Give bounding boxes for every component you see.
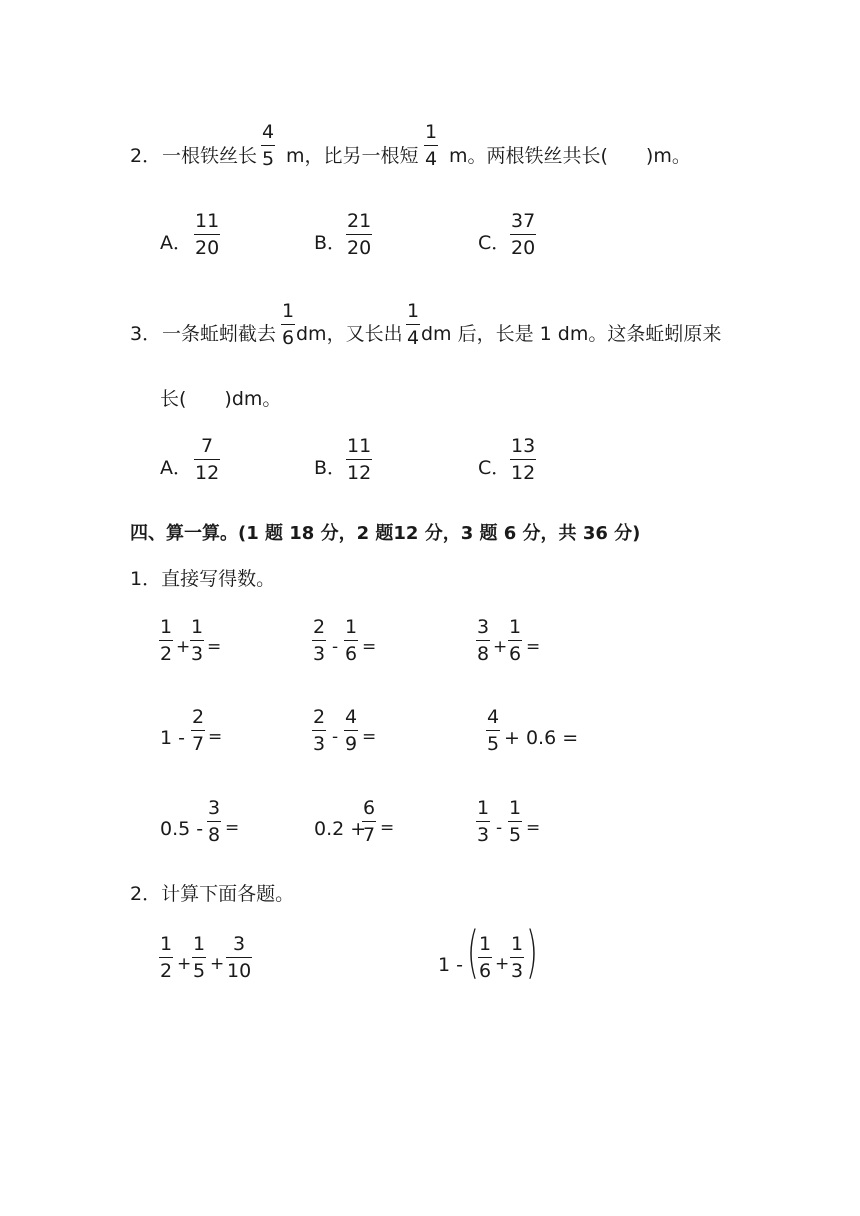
option-label: C． — [478, 457, 511, 479]
fraction: 1 3 — [477, 797, 490, 846]
fraction: 4 9 — [345, 706, 358, 755]
fraction: 1 6 — [509, 616, 522, 665]
fraction: 1 3 — [191, 616, 204, 665]
fraction: 4 5 — [487, 706, 500, 755]
expression-prefix: 1 - — [438, 954, 463, 976]
equals-sign: = — [208, 727, 223, 747]
option-fraction: 7 12 — [195, 435, 220, 484]
expression-prefix: 1 - — [160, 727, 185, 749]
option-fraction: 11 12 — [347, 435, 372, 484]
fraction: 2 3 — [313, 616, 326, 665]
equals-sign: = — [362, 637, 377, 657]
option-label: B． — [314, 232, 347, 254]
equals-sign: = — [225, 818, 240, 838]
fraction: 6 7 — [363, 797, 376, 846]
option-fraction: 13 12 — [511, 435, 536, 484]
operator: - — [332, 637, 339, 657]
fraction: 3 8 — [477, 616, 490, 665]
operator: + — [493, 637, 508, 657]
option-label: B． — [314, 457, 347, 479]
equals-sign: = — [207, 637, 222, 657]
part-title: 2．计算下面各题。 — [130, 883, 295, 905]
option-label: A． — [160, 457, 192, 479]
option-fraction: 11 20 — [195, 210, 220, 259]
fraction: 3 8 — [208, 797, 221, 846]
fraction: 4 5 — [262, 121, 275, 170]
question-text: 一条蚯蚓截去 — [162, 323, 277, 345]
question-text: dm，又长出 — [296, 323, 403, 345]
question-text: dm 后，长是 1 dm。这条蚯蚓原来 — [421, 323, 722, 345]
option-fraction: 21 20 — [347, 210, 372, 259]
expression-prefix: 0.5 - — [160, 818, 204, 840]
option-fraction: 37 20 — [511, 210, 536, 259]
fraction: 1 6 — [479, 933, 492, 982]
operator: - — [496, 818, 503, 838]
fraction: 1 3 — [511, 933, 524, 982]
expression-prefix: 0.2 + — [314, 818, 367, 840]
fraction: 2 3 — [313, 706, 326, 755]
operator: + — [495, 954, 510, 974]
question-number: 2． — [130, 145, 162, 167]
operator: + — [176, 637, 191, 657]
fraction: 3 10 — [227, 933, 252, 982]
part-title: 1．直接写得数。 — [130, 568, 276, 590]
question-text-line2: 长( )dm。 — [160, 388, 282, 410]
section-heading: 四、算一算。(1 题 18 分，2 题12 分，3 题 6 分，共 36 分) — [130, 523, 641, 544]
question-text: m，比另一根短 — [286, 145, 419, 167]
operator: + — [177, 954, 192, 974]
fraction: 1 6 — [345, 616, 358, 665]
question-text: 一根铁丝长 — [162, 145, 258, 167]
option-label: A． — [160, 232, 192, 254]
fraction: 1 2 — [160, 616, 173, 665]
question-number: 3． — [130, 323, 162, 345]
fraction: 1 5 — [509, 797, 522, 846]
fraction: 1 4 — [407, 300, 420, 349]
expression-suffix: + 0.6 = — [504, 727, 579, 749]
left-parenthesis: ( — [466, 920, 479, 985]
fraction: 1 5 — [193, 933, 206, 982]
equals-sign: = — [526, 818, 541, 838]
fraction: 1 4 — [425, 121, 438, 170]
fraction: 2 7 — [192, 706, 205, 755]
right-parenthesis: ) — [525, 920, 538, 985]
equals-sign: = — [380, 818, 395, 838]
fraction: 1 2 — [160, 933, 173, 982]
equals-sign: = — [362, 727, 377, 747]
fraction: 1 6 — [282, 300, 295, 349]
question-text: m。两根铁丝共长( )m。 — [449, 145, 691, 167]
option-label: C． — [478, 232, 511, 254]
operator: - — [332, 727, 339, 747]
equals-sign: = — [526, 637, 541, 657]
operator: + — [210, 954, 225, 974]
